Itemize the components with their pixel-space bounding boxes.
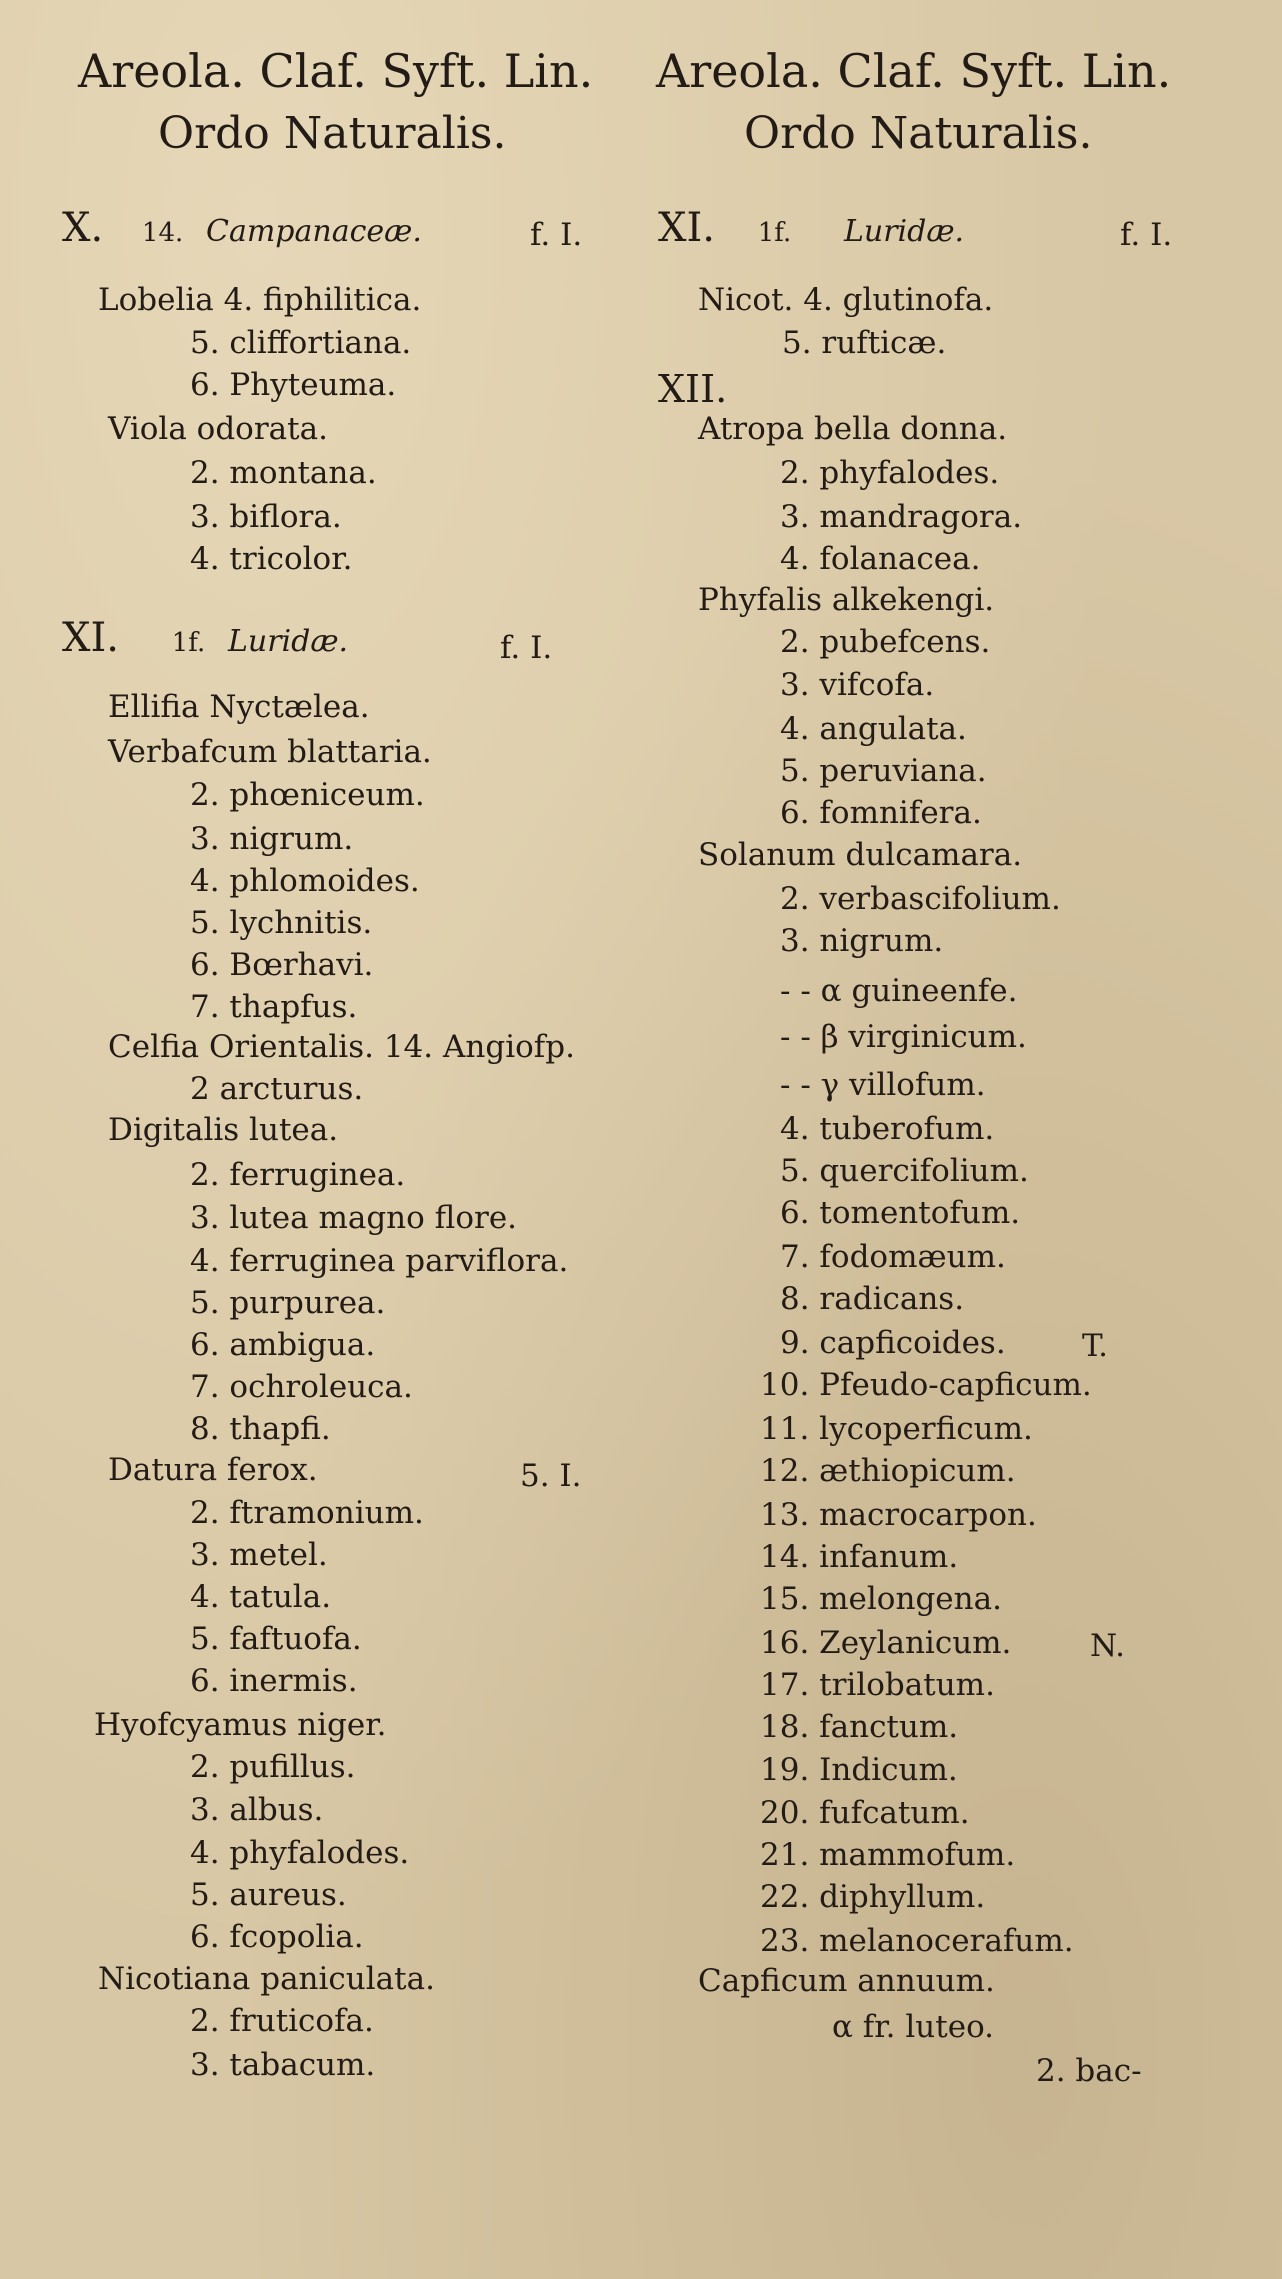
list-item: 3. nigrum. bbox=[780, 923, 944, 959]
section-roman: X. bbox=[62, 205, 104, 251]
list-item: 6. Phyteuma. bbox=[190, 367, 397, 403]
list-item: 7. fodomæum. bbox=[780, 1239, 1006, 1275]
list-item: 4. ferruginea parviflora. bbox=[190, 1243, 569, 1279]
list-item: 21. mammofum. bbox=[760, 1837, 1016, 1873]
tag-t: T. bbox=[1082, 1328, 1108, 1364]
list-item: 2. ftramonium. bbox=[190, 1495, 424, 1531]
list-item: - - γ villofum. bbox=[780, 1067, 986, 1103]
list-item: Celfia Orientalis. 14. Angiofp. bbox=[108, 1029, 575, 1065]
list-item: Atropa bella donna. bbox=[698, 411, 1008, 447]
list-item: 9. capficoides. bbox=[780, 1325, 1006, 1361]
list-item: 4. angulata. bbox=[780, 711, 967, 747]
list-item: 7. ochroleuca. bbox=[190, 1369, 413, 1405]
list-item: Verbafcum blattaria. bbox=[108, 734, 432, 770]
list-item: Solanum dulcamara. bbox=[698, 837, 1023, 873]
list-item: 4. tatula. bbox=[190, 1579, 332, 1615]
list-item: 5. aureus. bbox=[190, 1877, 347, 1913]
list-item: 4. phlomoides. bbox=[190, 863, 420, 899]
left-section-x-fraction: f. I. bbox=[530, 217, 583, 253]
section-family: Campanaceæ. bbox=[206, 214, 422, 249]
section-number: 1f. bbox=[757, 218, 792, 248]
left-section-xi-fraction: f. I. bbox=[500, 630, 553, 666]
list-item: 5. cliffortiana. bbox=[190, 325, 412, 361]
list-item: 6. tomentofum. bbox=[780, 1195, 1021, 1231]
list-item: 3. nigrum. bbox=[190, 821, 354, 857]
list-item: Nicotiana paniculata. bbox=[98, 1961, 435, 1997]
list-item: 4. tricolor. bbox=[190, 541, 353, 577]
tag-n: N. bbox=[1090, 1628, 1125, 1664]
list-item: 2. pubefcens. bbox=[780, 624, 991, 660]
list-item: 6. fomnifera. bbox=[780, 795, 982, 831]
list-item: 15. melongena. bbox=[760, 1581, 1002, 1617]
list-item: 3. lutea magno flore. bbox=[190, 1200, 518, 1236]
list-item: 5. faftuofa. bbox=[190, 1621, 362, 1657]
list-item: 5. peruviana. bbox=[780, 753, 987, 789]
list-item: 2. verbascifolium. bbox=[780, 881, 1061, 917]
datura-fraction: 5. I. bbox=[520, 1458, 582, 1494]
list-item: 8. radicans. bbox=[780, 1281, 965, 1317]
list-item: 11. lycoperficum. bbox=[760, 1411, 1033, 1447]
list-item: Digitalis lutea. bbox=[108, 1112, 339, 1148]
list-item: 20. fufcatum. bbox=[760, 1795, 970, 1831]
list-item: 22. diphyllum. bbox=[760, 1879, 986, 1915]
list-item: Nicot. 4. glutinofa. bbox=[698, 282, 994, 318]
list-item: 2. ferruginea. bbox=[190, 1157, 406, 1193]
list-item: 3. albus. bbox=[190, 1792, 324, 1828]
catchword: 2. bac- bbox=[1036, 2053, 1142, 2089]
right-section-xi-fraction: f. I. bbox=[1120, 217, 1173, 253]
list-item: 6. ambigua. bbox=[190, 1327, 376, 1363]
left-section-x bbox=[62, 205, 422, 251]
list-item: 4. tuberofum. bbox=[780, 1111, 995, 1147]
list-item: 3. tabacum. bbox=[190, 2047, 376, 2083]
list-item: 10. Pfeudo-capficum. bbox=[760, 1367, 1092, 1403]
list-item: 14. infanum. bbox=[760, 1539, 959, 1575]
list-item: 4. phyfalodes. bbox=[190, 1835, 410, 1871]
list-item: 3. biflora. bbox=[190, 499, 342, 535]
list-item: 2. phyfalodes. bbox=[780, 455, 1000, 491]
left-header-title: Areola. Claf. Syft. Lin. bbox=[78, 44, 594, 98]
list-item: 12. æthiopicum. bbox=[760, 1453, 1016, 1489]
list-item: Hyofcyamus niger. bbox=[94, 1707, 387, 1743]
list-item: 18. fanctum. bbox=[760, 1709, 959, 1745]
list-item: Capficum annuum. bbox=[698, 1963, 995, 1999]
list-item: 3. mandragora. bbox=[780, 499, 1023, 535]
list-item: 19. Indicum. bbox=[760, 1752, 958, 1788]
list-item: 16. Zeylanicum. bbox=[760, 1625, 1012, 1661]
left-section-xi bbox=[62, 615, 348, 661]
list-item: Phyfalis alkekengi. bbox=[698, 582, 995, 618]
list-item: 2. phœniceum. bbox=[190, 777, 425, 813]
list-item: 6. inermis. bbox=[190, 1663, 358, 1699]
list-item: 7. thapfus. bbox=[190, 989, 358, 1025]
section-number: 1f. bbox=[171, 628, 206, 658]
section-roman: XI. bbox=[658, 205, 715, 251]
list-item: 5. quercifolium. bbox=[780, 1153, 1029, 1189]
list-item: 6. fcopolia. bbox=[190, 1919, 364, 1955]
list-item: 8. thapfi. bbox=[190, 1411, 331, 1447]
right-header-title: Areola. Claf. Syft. Lin. bbox=[656, 44, 1172, 98]
list-item: 2. fruticofa. bbox=[190, 2003, 374, 2039]
list-item: 2. pufillus. bbox=[190, 1749, 356, 1785]
section-number: 14. bbox=[141, 218, 184, 248]
list-item: 3. metel. bbox=[190, 1537, 328, 1573]
list-item: 6. Bœrhavi. bbox=[190, 947, 374, 983]
list-item: - - β virginicum. bbox=[780, 1019, 1027, 1055]
section-family: Luridæ. bbox=[843, 214, 965, 249]
list-item: Ellifia Nyctælea. bbox=[108, 689, 370, 725]
left-header-subtitle: Ordo Naturalis. bbox=[158, 108, 507, 159]
list-item: Datura ferox. bbox=[108, 1452, 318, 1488]
list-item: 5. rufticæ. bbox=[782, 325, 947, 361]
list-item: 5. lychnitis. bbox=[190, 905, 373, 941]
list-item: 23. melanocerafum. bbox=[760, 1923, 1074, 1959]
list-item: 5. purpurea. bbox=[190, 1285, 386, 1321]
right-header-subtitle: Ordo Naturalis. bbox=[744, 108, 1093, 159]
section-family: Luridæ. bbox=[227, 624, 349, 659]
list-item: 17. trilobatum. bbox=[760, 1667, 995, 1703]
list-item: 2. montana. bbox=[190, 455, 377, 491]
list-item: 3. vifcofa. bbox=[780, 667, 935, 703]
section-roman: XI. bbox=[62, 615, 119, 661]
list-item: 4. folanacea. bbox=[780, 541, 981, 577]
list-item: 13. macrocarpon. bbox=[760, 1497, 1037, 1533]
list-item: 2 arcturus. bbox=[190, 1071, 364, 1107]
list-item: XII. bbox=[658, 367, 728, 411]
right-section-xi bbox=[658, 205, 964, 251]
list-item: α fr. luteo. bbox=[832, 2009, 995, 2045]
list-item: - - α guineenfe. bbox=[780, 973, 1018, 1009]
list-item: Viola odorata. bbox=[108, 411, 328, 447]
list-item: Lobelia 4. fiphilitica. bbox=[98, 282, 422, 318]
